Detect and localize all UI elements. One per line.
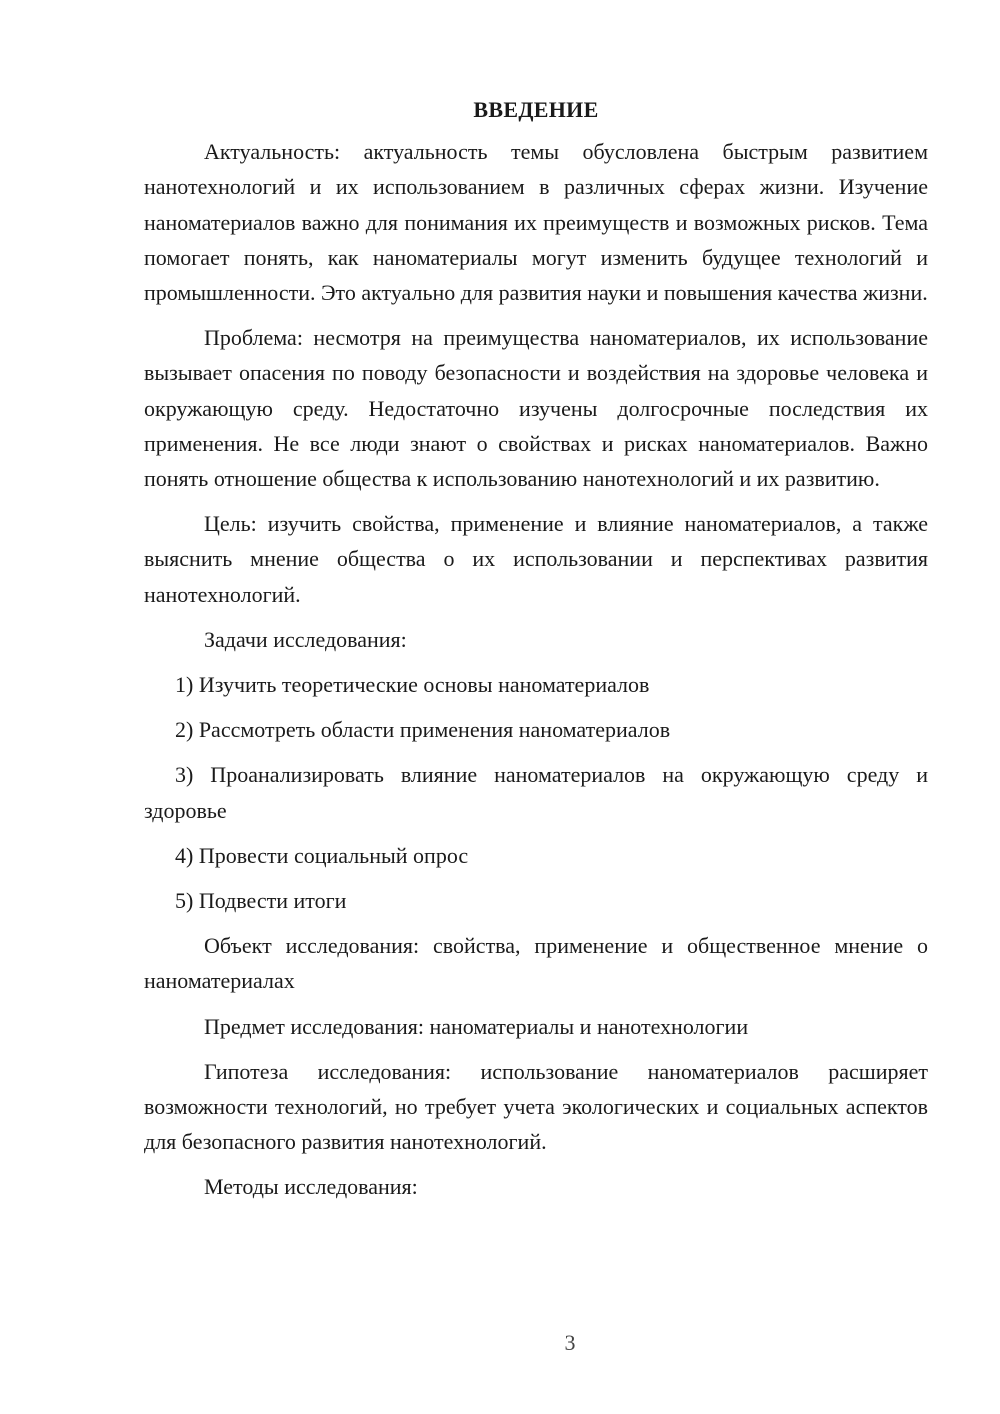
hypothesis-paragraph: Гипотеза исследования: использование наноматериалов расширяет возможности технологий, но требует учета экологических и социальных аспектов для безопасного развития нанотехнологий. [144,1058,928,1155]
section-title: ВВЕДЕНИЕ [473,97,599,122]
page-content [144,92,928,1215]
page-number: 3 [564,1330,576,1355]
task-item-5: 5) Подвести итоги [175,888,347,914]
relevance-paragraph: Актуальность: актуальность темы обусловлена быстрым развитием нанотехнологий и их использованием в различных сферах жизни. Изучение наноматериалов важно для понимания их преимуществ и возможных рисков. Тема помогает понять, как наноматериалы могут изменить будущее технологий и промышленности. Это актуально для развития науки и повышения качества жизни. [144,139,928,306]
task-item-3: 3) Проанализировать влияние наноматериалов на окружающую среду и здоровье [144,762,928,823]
task-item-1: 1) Изучить теоретические основы наноматериалов [175,672,650,698]
task-item-2: 2) Рассмотреть области применения наноматериалов [175,717,671,743]
object-paragraph: Объект исследования: свойства, применение и общественное мнение о наноматериалах [144,933,928,994]
task-item-4: 4) Провести социальный опрос [175,842,469,868]
goal-paragraph: Цель: изучить свойства, применение и влияние наноматериалов, а также выяснить мнение общества о их использовании и перспективах развития нанотехнологий. [144,511,928,607]
methods-heading: Методы исследования: [204,1174,418,1200]
tasks-heading: Задачи исследования: [204,626,407,652]
problem-paragraph: Проблема: несмотря на преимущества наноматериалов, их использование вызывает опасения по поводу безопасности и воздействия на здоровье человека и окружающую среду. Недостаточно изучены долгосрочные последствия их применения. Не все люди знают о свойствах и рисках наноматериалов. Важно понять отношение общества к использованию нанотехнологий и их развитию. [144,325,928,492]
subject-paragraph: Предмет исследования: наноматериалы и нанотехнологии [204,1013,749,1039]
